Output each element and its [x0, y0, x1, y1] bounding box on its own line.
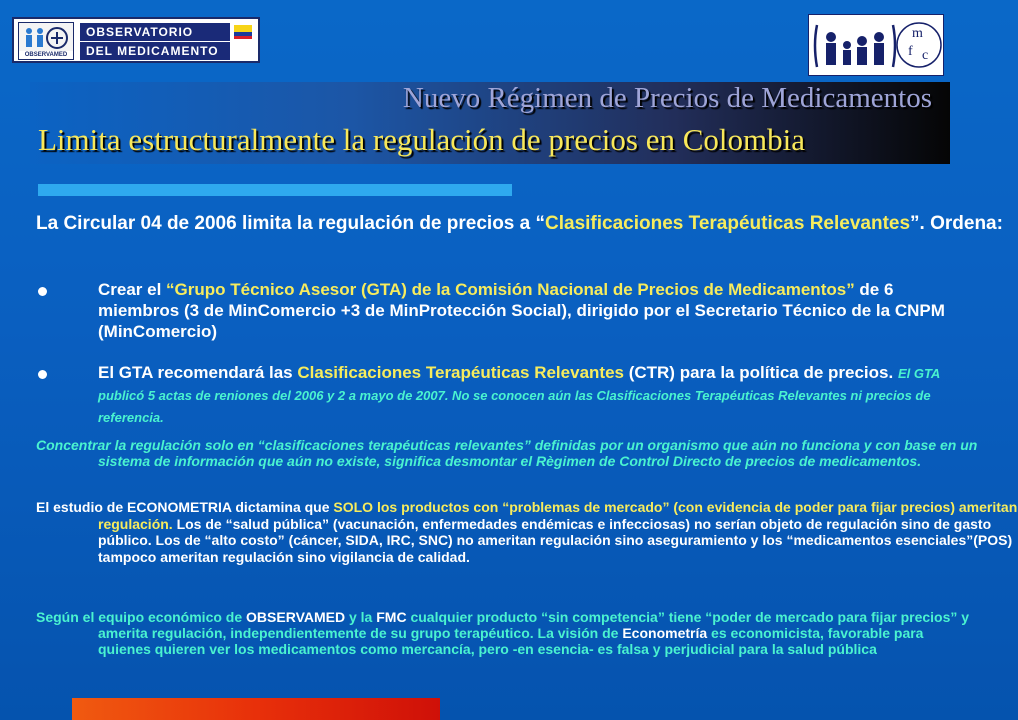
econometria-text-a: El estudio de ECONOMETRIA dictamina que — [36, 499, 334, 515]
econometria-paragraph — [36, 499, 1018, 565]
observamed-text-a: Según el equipo económico de — [36, 609, 247, 625]
logo-line-1: OBSERVATORIO — [80, 23, 230, 41]
observamed-text-e: cualquier producto “sin competencia” tiene “poder de mercado para fijar precios” y amerita regulación, independientemente de su grupo terapéutico. La visión de — [98, 609, 970, 641]
econometria-highlight: SOLO los productos con “problemas de mercado” (con evidencia de poder para fijar precios) ameritan regulación. — [98, 499, 1018, 532]
bullet-item — [36, 362, 948, 428]
colombia-flag-icon — [234, 25, 252, 39]
bullet-dot-icon — [38, 287, 47, 296]
intro-highlight: Clasificaciones Terapéuticas Relevantes — [545, 213, 911, 234]
people-icon — [21, 25, 71, 51]
title-divider — [38, 184, 512, 196]
bullet-2-text-c: (CTR) para la política de precios. — [623, 363, 898, 382]
intro-paragraph — [36, 211, 1010, 236]
observamed-text-g: es economicista, favorable para quienes quieren ver los medicamentos como mercancía, pero -en esencia- es falsa y perjudicial para la salud pública — [98, 625, 924, 657]
fmc-letter-c: c — [922, 48, 929, 63]
badge-label: OBSERVAMED — [19, 51, 73, 59]
accent-bar — [72, 698, 440, 720]
fmc-letter-f: f — [908, 44, 913, 59]
observamed-text-c: y la — [345, 609, 377, 625]
fmc-name: FMC — [376, 609, 407, 625]
bullet-1-text-c: de 6 miembros (3 de MinComercio +3 de MinProtección Social), dirigido por el Secretario Técnico de la CNPM (MinComercio) — [98, 280, 945, 341]
regulation-paragraph: Concentrar la regulación solo en “clasificaciones terapéuticas relevantes” definidas por un organismo que aún no funciona y con base en un sistema de información que aún no existe, significa desmontar el Règimen de Control Directo de precios de medicamentos. — [36, 437, 978, 469]
intro-text-c: ”. Ordena: — [910, 213, 1003, 234]
title-band — [30, 82, 950, 164]
bullet-2-text-a: El GTA recomendará las — [98, 363, 298, 382]
bullet-2-highlight: Clasificaciones Terapéuticas Relevantes — [297, 363, 624, 382]
page-subtitle: Limita estructuralmente la regulación de precios en Colombia — [38, 122, 805, 157]
fmc-family-icon — [809, 15, 943, 75]
observamed-name: OBSERVAMED — [246, 609, 346, 625]
observamed-badge — [18, 22, 74, 60]
econometria-text-c: Los de “salud pública” (vacunación, enfermedades endémicas e infecciosas) no serían objeto de regulación sino de gasto público. Los de “alto costo” (cáncer, SIDA, IRC, SNC) no ameritan regulación sino aseguramiento y los “medicamentos esenciales”(POS) tampoco ameritan regulación sino vigilancia de calidad. — [98, 515, 1013, 565]
logo-line-2: DEL MEDICAMENTO — [80, 42, 230, 60]
observamed-logo — [12, 17, 260, 63]
fmc-letter-m: m — [912, 26, 923, 41]
econometria-name: Econometría — [622, 625, 708, 641]
bullet-item — [36, 279, 948, 342]
page-title: Nuevo Régimen de Precios de Medicamentos — [402, 82, 932, 114]
bullet-1-text-a: Crear el — [98, 280, 167, 299]
bullet-dot-icon — [38, 370, 47, 379]
bullet-1-highlight: “Grupo Técnico Asesor (GTA) de la Comisión Nacional de Precios de Medicamentos” — [166, 280, 855, 299]
intro-text-a: La Circular 04 de 2006 limita la regulación de precios a “ — [36, 213, 545, 234]
fmc-logo — [808, 14, 944, 76]
observamed-paragraph — [36, 609, 978, 657]
bullet-2-note: El GTA publicó 5 actas de reniones del 2006 y 2 a mayo de 2007. No se conocen aún las Clasificaciones Terapéuticas Relevantes ni precios de referencia. — [98, 366, 940, 425]
